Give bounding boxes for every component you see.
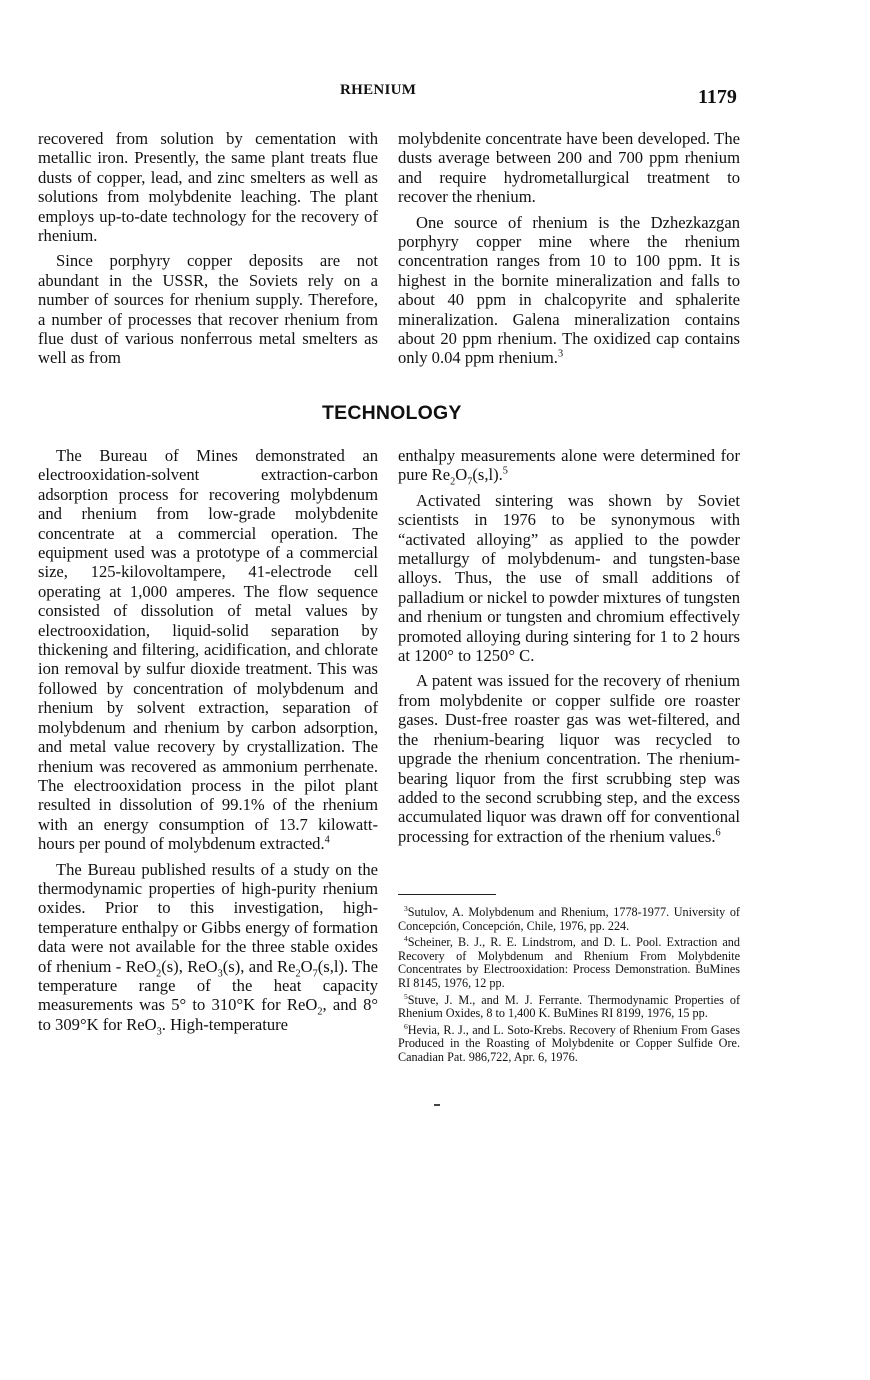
footnote-text: Scheiner, B. J., R. E. Lindstrom, and D. L. Pool. Extraction and Recovery of Molybdenum and Rhenium From Molybdenite Concentrates by Electrooxidation: Process Demonstration. BuMines RI 8145, 1976, 12 pp. xyxy=(398,935,740,990)
subscript: 7 xyxy=(467,476,473,488)
paragraph xyxy=(38,859,379,1038)
subscript: 3 xyxy=(217,967,223,979)
footnotes xyxy=(398,903,740,1068)
bottom-right-column xyxy=(398,446,740,852)
subscript: 2 xyxy=(295,967,301,979)
subscript: 2 xyxy=(317,1006,323,1018)
paragraph: molybdenite concentrate have been developed. The dusts average between 200 and 700 ppm rhenium and require hydrometallurgical treatment to recover the rhenium. xyxy=(398,129,740,207)
footnote-text: Sutulov, A. Molybdenum and Rhenium, 1778-1977. University of Concepción, Concepción, Chile, 1976, pp. 224. xyxy=(398,905,740,933)
footnote-ref: 5 xyxy=(502,465,508,477)
section-heading: TECHNOLOGY xyxy=(322,402,462,424)
footnote-text: Stuve, J. M., and M. J. Ferrante. Thermodynamic Properties of Rhenium Oxides, 8 to 1,400 K. BuMines RI 8199, 1976, 15 pp. xyxy=(398,992,740,1021)
footnote-text: Hevia, R. J., and L. Soto-Krebs. Recovery of Rhenium From Gases Produced in the Roasting of Molybdenite or Copper Sulfide Ore. Canadian Pat. 986,722, Apr. 6, 1976. xyxy=(398,1022,740,1064)
page-number: 1179 xyxy=(698,86,737,108)
paragraph-text: The Bureau of Mines demonstrated an electrooxidation-solvent extraction-carbon adsorption process for recovering molybdenum and rhenium from low-grade molybdenite concentrate at a commercial operation. The equipment used was a prototype of a commercial size, 125-kilovoltampere, 41-electrode cell operating at 1,000 amperes. The flow sequence consisted of dissolution of metal values by electrooxidation, liquid-solid separation by thickening and filtering, acidification, and chlorate ion removal by sulfur dioxide treatment. This was followed by concentration of molybdenum and rhenium by solvent extraction, separation of molybdenum and rhenium by carbon adsorption, and metal value recovery by crystallization. The rhenium was recovered as ammonium perrhenate. The electrooxidation process in the pilot plant resulted in dissolution of 99.1% of the rhenium with an energy consumption of 13.7 kilowatt-hours per pound of molybdenum extracted. xyxy=(38,446,378,854)
paragraph: Since porphyry copper deposits are not abundant in the USSR, the Soviets rely on a number of sources for rhenium supply. Therefore, a number of processes that recover rhenium from flue dust of various nonferrous metal smelters as well as from xyxy=(38,251,378,368)
paragraph-text: (s,l). The temperature range of the heat capacity measurements was 5° to 310°K for ReO xyxy=(38,956,378,1015)
paragraph-text: A patent was issued for the recovery of rhenium from molybdenite or copper sulfide ore roaster gases. Dust-free roaster gas was wet-filtered, and the rhenium-bearing liquor was recycled to upgrade the rhenium concentration. The rhenium-bearing liquor from the first scrubbing step was added to the second scrubbing step, and the excess accumulated liquor was drawn off for conventional processing for extraction of the rhenium values. xyxy=(398,671,740,846)
paragraph-text: enthalpy measurements alone were determined for pure Re xyxy=(398,446,740,485)
subscript: 7 xyxy=(312,967,318,979)
footnote-number: 3 xyxy=(404,903,408,913)
bottom-left-column xyxy=(38,446,378,1040)
scan-mark xyxy=(434,1104,440,1106)
paragraph: recovered from solution by cementation with metallic iron. Presently, the same plant treats flue dusts of copper, lead, and zinc smelters as well as solutions from molybdenite leaching. The plant employs up-to-date technology for the recovery of rhenium. xyxy=(38,129,378,246)
top-right-column xyxy=(398,129,740,374)
paragraph-text: (s), and Re xyxy=(222,956,296,976)
paragraph xyxy=(398,446,740,488)
paragraph-text: O xyxy=(455,465,468,485)
paragraph xyxy=(398,213,740,368)
footnote-number: 4 xyxy=(404,934,408,944)
footnote-divider xyxy=(398,894,496,895)
paragraph-text: One source of rhenium is the Dzhezkazgan porphyry copper mine where the rhenium concentration ranges from 10 to 100 ppm. It is highest in the bornite mineralization and falls to about 40 ppm in chalcopyrite and sphalerite mineralization. Galena mineralization contains about 20 ppm rhenium. The oxidized cap contains only 0.04 ppm rhenium. xyxy=(398,212,740,368)
paragraph xyxy=(398,671,740,846)
footnote xyxy=(398,1021,740,1065)
subscript: 2 xyxy=(450,476,456,488)
subscript: 3 xyxy=(156,1026,162,1038)
subscript: 2 xyxy=(156,967,162,979)
footnote xyxy=(398,903,740,933)
paragraph xyxy=(38,446,378,854)
paragraph-text: (s,l). xyxy=(472,465,503,485)
paragraph-text: , and 8° to 309°K for ReO xyxy=(38,995,379,1034)
paragraph: Activated sintering was shown by Soviet scientists in 1976 to be synonymous with “activated alloying” as applied to the powder metallurgy of molybdenum- and tungsten-base alloys. Thus, the use of small additions of palladium or nickel to powder mixtures of tungsten and rhenium or tungsten and chromium effectively promoted alloying during sintering for 1 to 2 hours at 1200° to 1250° C. xyxy=(398,490,740,666)
running-header: RHENIUM xyxy=(340,82,417,98)
top-left-column xyxy=(38,129,378,374)
footnote-number: 6 xyxy=(404,1021,408,1031)
paragraph-text: (s), ReO xyxy=(161,956,218,976)
footnote xyxy=(398,991,740,1021)
paragraph-text: . High-temperature xyxy=(161,1014,289,1034)
footnote-ref: 3 xyxy=(557,348,564,360)
footnote-number: 5 xyxy=(404,991,408,1001)
paragraph-text: O xyxy=(300,956,313,976)
footnote-ref: 6 xyxy=(715,827,721,839)
footnote xyxy=(398,936,740,990)
paragraph-text: The Bureau published results of a study on the thermodynamic properties of high-purity rhenium oxides. Prior to this investigation, high-temperature enthalpy or Gibbs energy of formation data were not available for the three stable oxides of rhenium - ReO xyxy=(38,859,378,976)
footnote-ref: 4 xyxy=(324,834,330,846)
